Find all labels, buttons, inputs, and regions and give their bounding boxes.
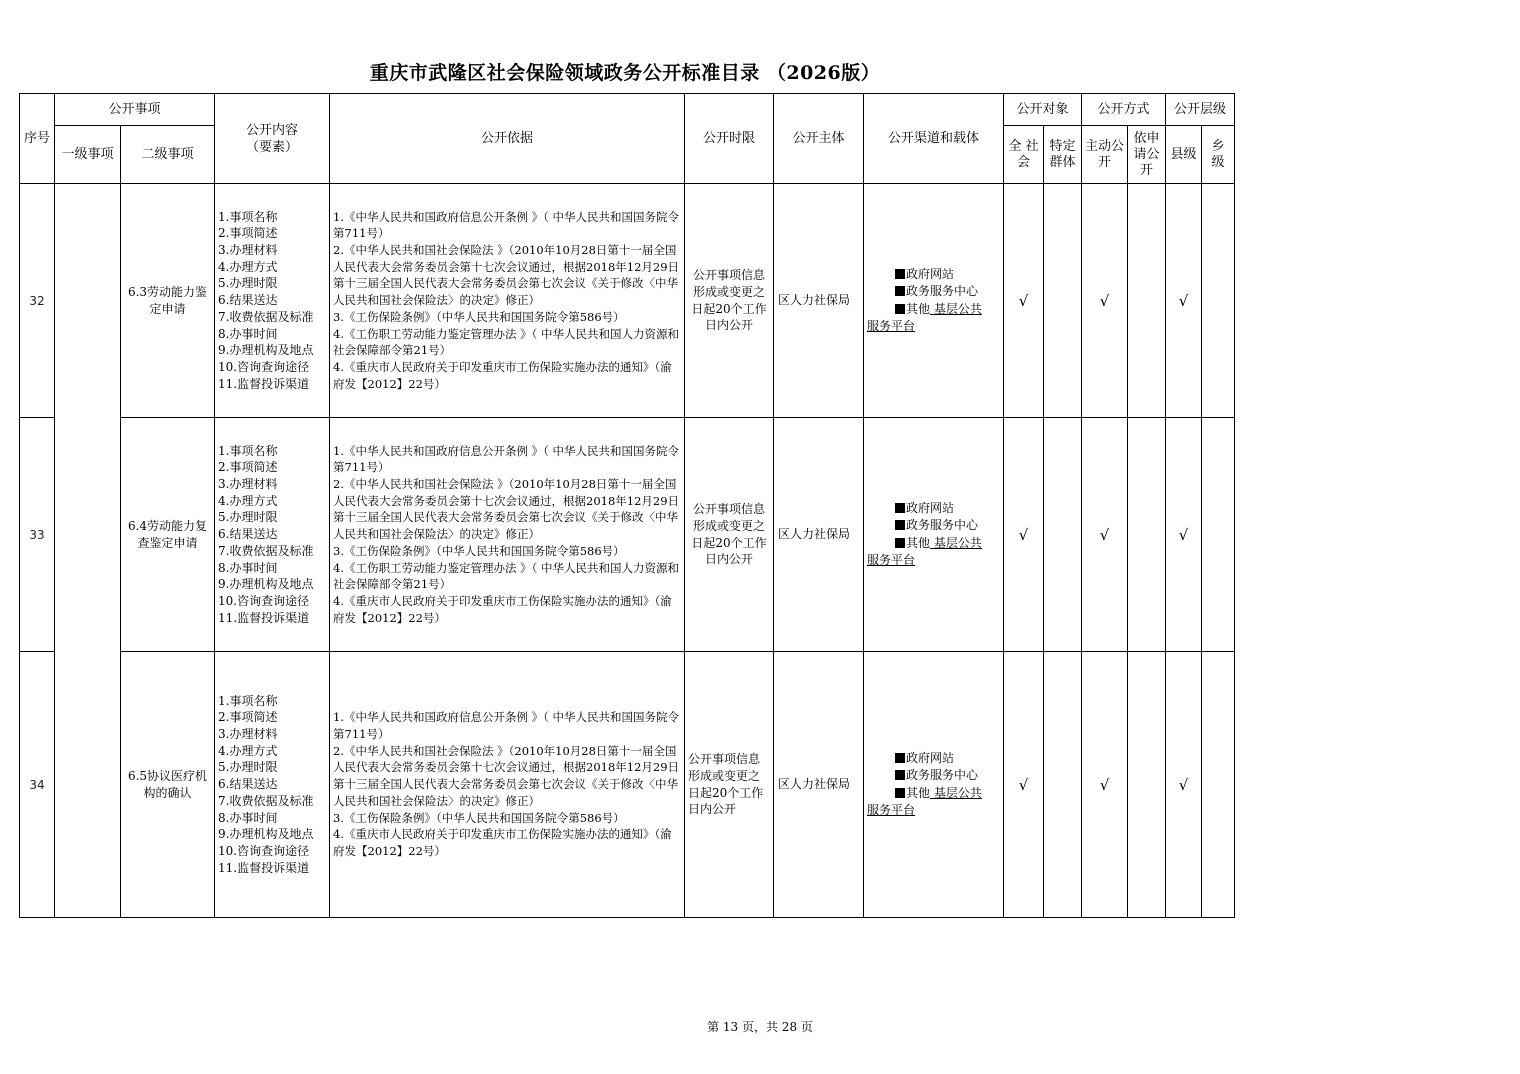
row-subject: 区人力社保局	[774, 418, 864, 652]
row-content: 1.事项名称 2.事项简述 3.办理材料 4.办理方式 5.办理时限 6.结果送达 7.收费依据及标准 8.办事时间 9.办理机构及地点 10.咨询查询途径 11.监督投诉渠道	[215, 418, 330, 652]
table-row	[20, 652, 1235, 918]
header-level: 公开层级	[1166, 94, 1235, 126]
channel-other-label: 其他	[906, 785, 931, 800]
basis-item: 3.《工伤保险条例》（中华人民共和国国务院令第586号）	[333, 543, 625, 558]
header-target-specific: 特定 群体	[1044, 126, 1082, 184]
row-content: 1.事项名称 2.事项简述 3.办理材料 4.办理方式 5.办理时限 6.结果送达 7.收费依据及标准 8.办事时间 9.办理机构及地点 10.咨询查询途径 11.监督投诉渠道	[215, 652, 330, 918]
basis-item: 4.《工伤职工劳动能力鉴定管理办法 》（ 中华人民共和国人力资源和社会保障部令第21号）	[333, 326, 680, 358]
basis-item: 4.《重庆市人民政府关于印发重庆市工伤保险实施办法的通知》（渝府发【2012】22号）	[333, 593, 672, 625]
check-target-all: √	[1004, 652, 1044, 918]
header-target-all: 全 社 会	[1004, 126, 1044, 184]
filled-square-icon	[895, 753, 905, 763]
header-level-county: 县级	[1166, 126, 1202, 184]
channel-website: 政府网站	[906, 266, 955, 281]
basis-item: 4.《工伤职工劳动能力鉴定管理办法 》（ 中华人民共和国人力资源和社会保障部令第21号）	[333, 560, 680, 592]
channel-other-value: 基层公共	[930, 785, 982, 800]
check-mode-request	[1128, 418, 1166, 652]
channel-service-center: 政务服务中心	[906, 284, 979, 298]
check-mode-active: √	[1082, 184, 1128, 418]
check-level-township	[1202, 184, 1235, 418]
filled-square-icon	[895, 269, 905, 279]
header-channel: 公开渠道和载体	[864, 94, 1004, 184]
basis-item: 4.《重庆市人民政府关于印发重庆市工伤保险实施办法的通知》（渝府发【2012】22号）	[333, 359, 672, 391]
channel-other-value: 基层公共	[930, 301, 982, 316]
header-mode-request: 依申 请公 开	[1128, 126, 1166, 184]
channel-other-label: 其他	[906, 535, 931, 550]
row-channel	[864, 418, 1004, 652]
header-target: 公开对象	[1004, 94, 1082, 126]
row-subject: 区人力社保局	[774, 652, 864, 918]
header-seq: 序号	[20, 94, 55, 184]
basis-item: 3.《工伤保险条例》（中华人民共和国国务院令第586号）	[333, 309, 625, 324]
header-content: 公开内容 （要素）	[215, 94, 330, 184]
check-mode-active: √	[1082, 652, 1128, 918]
header-time-limit: 公开时限	[685, 94, 774, 184]
check-target-specific	[1044, 184, 1082, 418]
header-row-1	[20, 94, 1235, 126]
header-level2: 二级事项	[121, 126, 215, 184]
filled-square-icon	[895, 788, 905, 798]
filled-square-icon	[895, 503, 905, 513]
channel-other-value: 基层公共	[930, 535, 982, 550]
check-target-specific	[1044, 652, 1082, 918]
filled-square-icon	[895, 286, 905, 296]
table-row	[20, 184, 1235, 418]
check-mode-request	[1128, 652, 1166, 918]
basis-item: 2.《中华人民共和国社会保险法 》（2010年10月28日第十一届全国人民代表大会常务委员会第十七次会议通过，根据2018年12月29日第十三届全国人民代表大会常务委员会第七次会议《关于修改〈中华人民共和国社会保险法〉的决定》修正）	[333, 743, 680, 808]
filled-square-icon	[895, 520, 905, 530]
header-basis: 公开依据	[330, 94, 685, 184]
basis-item: 1.《中华人民共和国政府信息公开条例 》（ 中华人民共和国国务院令第711号）	[333, 710, 680, 742]
row-level1	[55, 184, 121, 918]
filled-square-icon	[895, 770, 905, 780]
row-level2: 6.3劳动能力鉴定申请	[121, 184, 215, 418]
row-basis	[330, 418, 685, 652]
row-time-limit: 公开事项信息形成或变更之日起20个工作日内公开	[685, 418, 774, 652]
row-seq: 33	[20, 418, 55, 652]
check-level-county: √	[1166, 184, 1202, 418]
check-level-township	[1202, 652, 1235, 918]
row-channel	[864, 184, 1004, 418]
row-time-limit: 公开事项信息形成或变更之日起20个工作日内公开	[685, 652, 774, 918]
check-level-county: √	[1166, 652, 1202, 918]
header-matter: 公开事项	[55, 94, 215, 126]
channel-other-value-cont: 服务平台	[867, 553, 916, 567]
row-basis	[330, 652, 685, 918]
check-level-township	[1202, 418, 1235, 652]
channel-other-label: 其他	[906, 301, 931, 316]
basis-item: 2.《中华人民共和国社会保险法 》（2010年10月28日第十一届全国人民代表大会常务委员会第十七次会议通过，根据2018年12月29日第十三届全国人民代表大会常务委员会第七次会议《关于修改〈中华人民共和国社会保险法〉的决定》修正）	[333, 477, 680, 542]
header-level-township: 乡 级	[1202, 126, 1235, 184]
filled-square-icon	[895, 538, 905, 548]
basis-item: 4.《重庆市人民政府关于印发重庆市工伤保险实施办法的通知》（渝府发【2012】22号）	[333, 827, 672, 858]
check-target-all: √	[1004, 184, 1044, 418]
table-row	[20, 418, 1235, 652]
row-subject: 区人力社保局	[774, 184, 864, 418]
channel-website: 政府网站	[906, 750, 955, 765]
channel-service-center: 政务服务中心	[906, 768, 979, 782]
row-level2: 6.5协议医疗机构的确认	[121, 652, 215, 918]
filled-square-icon	[895, 304, 905, 314]
channel-other-value-cont: 服务平台	[867, 803, 916, 817]
row-content: 1.事项名称 2.事项简述 3.办理材料 4.办理方式 5.办理时限 6.结果送达 7.收费依据及标准 8.办事时间 9.办理机构及地点 10.咨询查询途径 11.监督投诉渠道	[215, 184, 330, 418]
document-title: 重庆市武隆区社会保险领域政务公开标准目录 （2026版）	[369, 62, 881, 84]
basis-item: 3.《工伤保险条例》（中华人民共和国国务院令第586号）	[333, 810, 625, 825]
check-mode-active: √	[1082, 418, 1128, 652]
row-level2: 6.4劳动能力复查鉴定申请	[121, 418, 215, 652]
channel-service-center: 政务服务中心	[906, 518, 979, 532]
check-mode-request	[1128, 184, 1166, 418]
basis-item: 1.《中华人民共和国政府信息公开条例 》（ 中华人民共和国国务院令第711号）	[333, 443, 680, 475]
channel-website: 政府网站	[906, 500, 955, 515]
header-mode: 公开方式	[1082, 94, 1166, 126]
row-seq: 32	[20, 184, 55, 418]
basis-item: 1.《中华人民共和国政府信息公开条例 》（ 中华人民共和国国务院令第711号）	[333, 209, 680, 241]
check-target-specific	[1044, 418, 1082, 652]
row-basis	[330, 184, 685, 418]
row-channel	[864, 652, 1004, 918]
page-footer: 第 13 页，共 28 页	[707, 1020, 813, 1034]
row-seq: 34	[20, 652, 55, 918]
channel-other-value-cont: 服务平台	[867, 319, 916, 333]
header-mode-active: 主动公 开	[1082, 126, 1128, 184]
basis-item: 2.《中华人民共和国社会保险法 》（2010年10月28日第十一届全国人民代表大会常务委员会第十七次会议通过，根据2018年12月29日第十三届全国人民代表大会常务委员会第七次会议《关于修改〈中华人民共和国社会保险法〉的决定》修正）	[333, 243, 680, 308]
catalog-table	[19, 93, 1235, 918]
check-level-county: √	[1166, 418, 1202, 652]
header-subject: 公开主体	[774, 94, 864, 184]
header-level1: 一级事项	[55, 126, 121, 184]
row-time-limit: 公开事项信息形成或变更之日起20个工作日内公开	[685, 184, 774, 418]
check-target-all: √	[1004, 418, 1044, 652]
